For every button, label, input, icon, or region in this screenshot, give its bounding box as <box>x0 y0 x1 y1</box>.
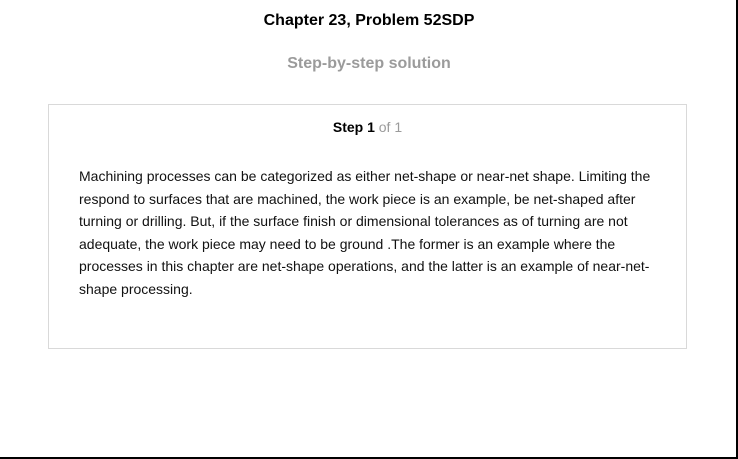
step-card <box>48 104 687 349</box>
step-label: Step 1 <box>332 119 375 135</box>
solution-heading: Step-by-step solution <box>287 55 451 72</box>
step-header <box>49 119 686 135</box>
step-count: of 1 <box>378 119 403 135</box>
step-body-text: Machining processes can be categorized as either net-shape or near-net shape. Limiting the respond to surfaces that are machined, the work piece is an example, be net-shaped after turning or drilling. But, if the surface finish or dimensional tolerances as of turning are not adequate, the work piece may need to be ground .The former is an example where the processes in this chapter are net-shape operations, and the latter is an example of near-net-shape processing. <box>79 168 651 297</box>
chapter-title: Chapter 23, Problem 52SDP <box>263 12 475 29</box>
